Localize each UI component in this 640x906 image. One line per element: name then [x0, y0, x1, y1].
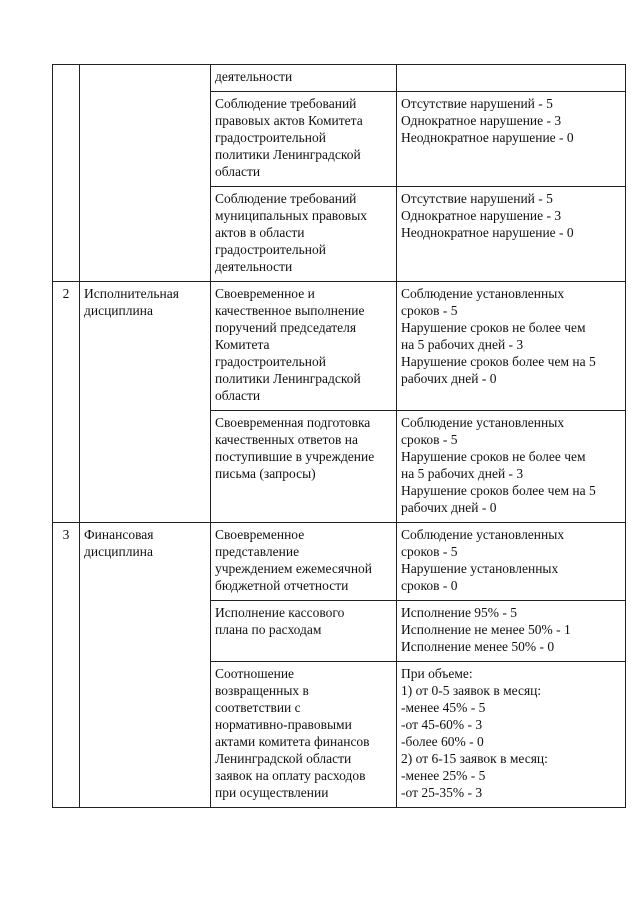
- category-cell: [80, 282, 211, 523]
- score-cell: [397, 601, 626, 662]
- score-line: сроков - 5: [401, 432, 458, 447]
- category-cell: [80, 65, 211, 282]
- row-number-cell: [53, 523, 80, 808]
- criterion-line: деятельности: [215, 69, 293, 84]
- score-line: Исполнение 95% - 5: [401, 605, 518, 620]
- criterion-line: градостроительной: [215, 130, 326, 145]
- criterion-cell: [211, 523, 397, 601]
- score-line: 1) от 0-5 заявок в месяц:: [401, 683, 542, 698]
- criterion-line: муниципальных правовых: [215, 208, 368, 223]
- score-cell: [397, 282, 626, 411]
- criterion-cell: [211, 187, 397, 282]
- score-line: на 5 рабочих дней - 3: [401, 466, 524, 481]
- score-line: Соблюдение установленных: [401, 415, 565, 430]
- score-line: на 5 рабочих дней - 3: [401, 337, 524, 352]
- table-row: [53, 523, 626, 601]
- score-line: Нарушение сроков более чем на 5: [401, 483, 596, 498]
- score-cell: [397, 92, 626, 187]
- page-bottom-margin: [40, 830, 640, 906]
- criterion-line: соответствии с: [215, 700, 301, 715]
- criterion-line: при осуществлении: [215, 785, 329, 800]
- score-line: Соблюдение установленных: [401, 286, 565, 301]
- criterion-line: качественное выполнение: [215, 303, 365, 318]
- criterion-line: правовых актов Комитета: [215, 113, 363, 128]
- score-line: сроков - 0: [401, 578, 458, 593]
- score-line: рабочих дней - 0: [401, 500, 497, 515]
- criterion-cell: [211, 65, 397, 92]
- criterion-line: учреждением ежемесячной: [215, 561, 373, 576]
- criterion-line: Соблюдение требований: [215, 191, 357, 206]
- score-line: Нарушение сроков не более чем: [401, 449, 586, 464]
- score-line: Неоднократное нарушение - 0: [401, 130, 574, 145]
- score-line: сроков - 5: [401, 303, 458, 318]
- criterion-line: политики Ленинградской: [215, 371, 361, 386]
- category-line: Исполнительная: [84, 286, 179, 301]
- score-line: сроков - 5: [401, 544, 458, 559]
- score-line: Нарушение сроков не более чем: [401, 320, 586, 335]
- criterion-line: представление: [215, 544, 300, 559]
- criterion-line: заявок на оплату расходов: [215, 768, 366, 783]
- score-cell: [397, 187, 626, 282]
- criterion-line: области: [215, 164, 261, 179]
- category-cell: [80, 523, 211, 808]
- row-number: 2: [62, 286, 70, 301]
- row-number-cell: [53, 65, 80, 282]
- criteria-table: [52, 64, 626, 808]
- score-cell: [397, 523, 626, 601]
- score-line: Соблюдение установленных: [401, 527, 565, 542]
- score-line: -от 25-35% - 3: [401, 785, 483, 800]
- criterion-line: Своевременное и: [215, 286, 315, 301]
- category-line: Финансовая: [84, 527, 154, 542]
- criterion-cell: [211, 282, 397, 411]
- score-line: -менее 45% - 5: [401, 700, 486, 715]
- criterion-line: актов в области: [215, 225, 305, 240]
- criterion-line: письма (запросы): [215, 466, 316, 481]
- score-line: 2) от 6-15 заявок в месяц:: [401, 751, 548, 766]
- criterion-line: качественных ответов на: [215, 432, 358, 447]
- criterion-line: Соблюдение требований: [215, 96, 357, 111]
- criterion-line: актами комитета финансов: [215, 734, 370, 749]
- criterion-cell: [211, 92, 397, 187]
- score-line: При объеме:: [401, 666, 473, 681]
- criterion-line: Исполнение кассового: [215, 605, 345, 620]
- criterion-cell: [211, 601, 397, 662]
- score-cell: [397, 662, 626, 808]
- score-line: Однократное нарушение - 3: [401, 113, 562, 128]
- category-line: дисциплина: [84, 544, 153, 559]
- score-line: Нарушение сроков более чем на 5: [401, 354, 596, 369]
- category-line: дисциплина: [84, 303, 153, 318]
- table-body: [53, 65, 626, 808]
- criterion-cell: [211, 662, 397, 808]
- criterion-line: нормативно-правовыми: [215, 717, 352, 732]
- criterion-line: поручений председателя: [215, 320, 357, 335]
- criterion-line: плана по расходам: [215, 622, 322, 637]
- row-number-cell: [53, 282, 80, 523]
- score-line: рабочих дней - 0: [401, 371, 497, 386]
- criterion-line: градостроительной: [215, 354, 326, 369]
- score-line: -от 45-60% - 3: [401, 717, 483, 732]
- criterion-line: возвращенных в: [215, 683, 309, 698]
- criterion-line: Соотношение: [215, 666, 295, 681]
- row-number: 3: [62, 527, 70, 542]
- criterion-line: Своевременное: [215, 527, 305, 542]
- score-line: Исполнение менее 50% - 0: [401, 639, 555, 654]
- criterion-line: деятельности: [215, 259, 293, 274]
- score-line: Однократное нарушение - 3: [401, 208, 562, 223]
- criterion-line: политики Ленинградской: [215, 147, 361, 162]
- table-row: [53, 282, 626, 411]
- criterion-line: Комитета: [215, 337, 270, 352]
- score-line: Неоднократное нарушение - 0: [401, 225, 574, 240]
- score-cell: [397, 411, 626, 523]
- criterion-line: области: [215, 388, 261, 403]
- score-cell: [397, 65, 626, 92]
- score-line: Исполнение не менее 50% - 1: [401, 622, 571, 637]
- score-line: -более 60% - 0: [401, 734, 484, 749]
- table-row: [53, 65, 626, 92]
- criterion-line: градостроительной: [215, 242, 326, 257]
- score-line: Нарушение установленных: [401, 561, 559, 576]
- criterion-line: Ленинградской области: [215, 751, 352, 766]
- criterion-cell: [211, 411, 397, 523]
- score-line: -менее 25% - 5: [401, 768, 486, 783]
- criterion-line: поступившие в учреждение: [215, 449, 375, 464]
- criterion-line: бюджетной отчетности: [215, 578, 349, 593]
- score-line: Отсутствие нарушений - 5: [401, 96, 553, 111]
- score-line: Отсутствие нарушений - 5: [401, 191, 553, 206]
- criterion-line: Своевременная подготовка: [215, 415, 371, 430]
